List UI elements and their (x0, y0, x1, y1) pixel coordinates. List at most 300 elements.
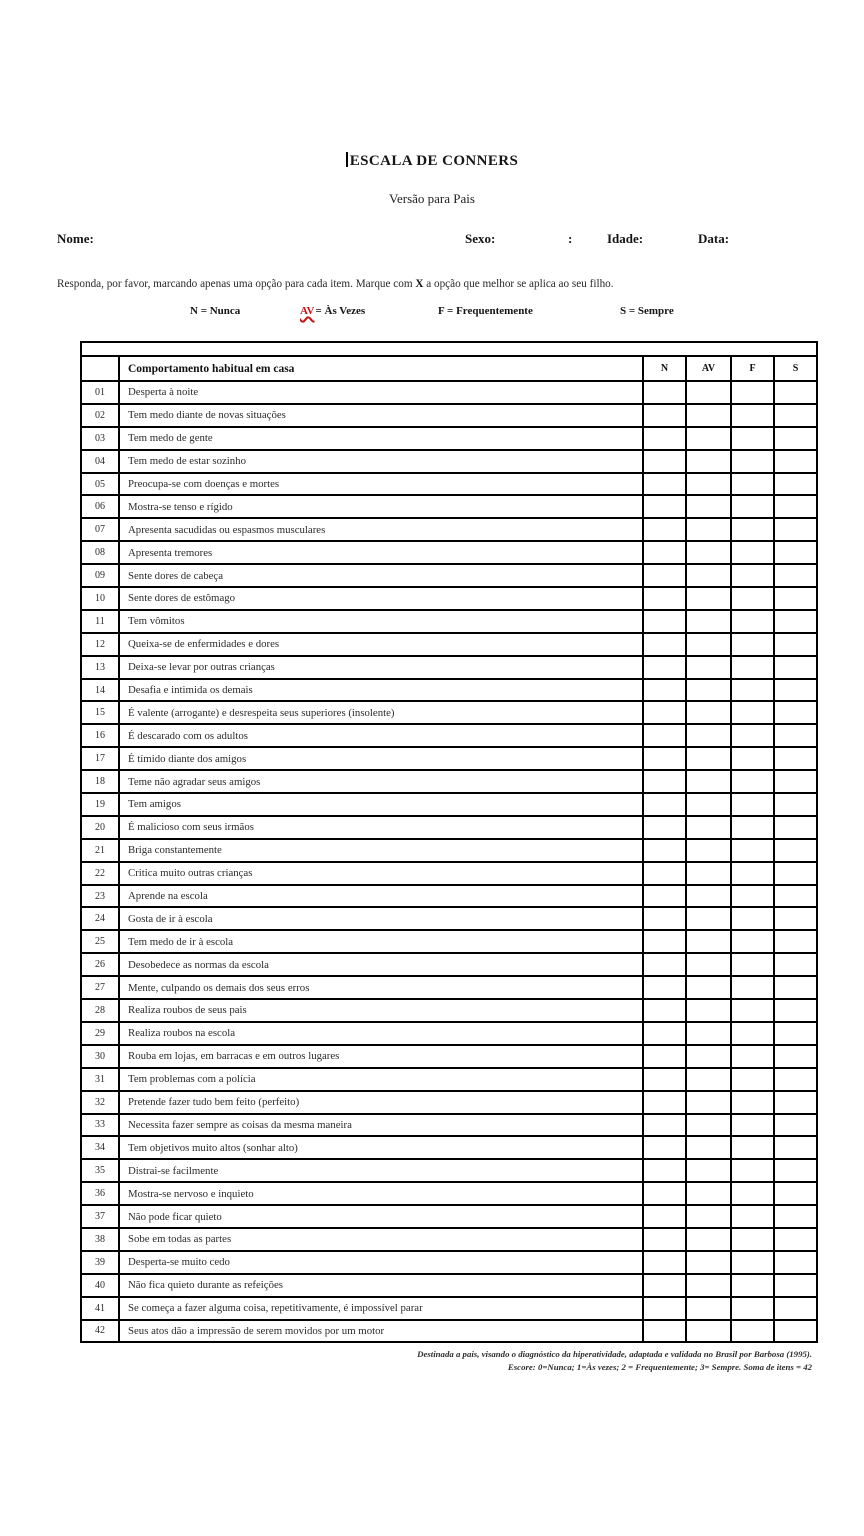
answer-cell-av[interactable] (686, 1068, 731, 1091)
item-number: 07 (81, 518, 119, 541)
answer-cell-f[interactable] (731, 1251, 774, 1274)
item-number: 39 (81, 1251, 119, 1274)
item-text: Desperta-se muito cedo (119, 1251, 643, 1274)
item-row (81, 473, 817, 496)
answer-cell-n[interactable] (643, 679, 686, 702)
item-number: 38 (81, 1228, 119, 1251)
answer-cell-s[interactable] (774, 1045, 817, 1068)
answer-cell-s[interactable] (774, 495, 817, 518)
item-number: 15 (81, 701, 119, 724)
item-text: Tem objetivos muito altos (sonhar alto) (119, 1136, 643, 1159)
answer-cell-n[interactable] (643, 862, 686, 885)
item-text: Realiza roubos na escola (119, 1022, 643, 1045)
table-top-spacer-row (81, 342, 817, 356)
item-row (81, 656, 817, 679)
item-text: É tímido diante dos amigos (119, 747, 643, 770)
answer-cell-f[interactable] (731, 839, 774, 862)
item-number: 42 (81, 1320, 119, 1343)
answer-cell-av[interactable] (686, 1091, 731, 1114)
answer-cell-n[interactable] (643, 633, 686, 656)
answer-cell-av[interactable] (686, 450, 731, 473)
answer-legend (0, 305, 864, 321)
item-number: 06 (81, 495, 119, 518)
page-title-text: ESCALA DE CONNERS (349, 153, 519, 169)
answer-cell-s[interactable] (774, 770, 817, 793)
answer-cell-av[interactable] (686, 793, 731, 816)
answer-cell-s[interactable] (774, 1091, 817, 1114)
answer-cell-s[interactable] (774, 793, 817, 816)
answer-cell-s[interactable] (774, 862, 817, 885)
answer-cell-f[interactable] (731, 1159, 774, 1182)
item-number: 20 (81, 816, 119, 839)
answer-cell-n[interactable] (643, 656, 686, 679)
answer-cell-f[interactable] (731, 862, 774, 885)
answer-cell-av[interactable] (686, 999, 731, 1022)
answer-cell-av[interactable] (686, 862, 731, 885)
sex-field-colon: : (568, 231, 573, 246)
item-row (81, 724, 817, 747)
item-row (81, 885, 817, 908)
answer-cell-f[interactable] (731, 564, 774, 587)
answer-cell-n[interactable] (643, 885, 686, 908)
answer-cell-av[interactable] (686, 724, 731, 747)
answer-cell-f[interactable] (731, 656, 774, 679)
answer-cell-s[interactable] (774, 999, 817, 1022)
item-row (81, 633, 817, 656)
item-row (81, 1045, 817, 1068)
item-number: 30 (81, 1045, 119, 1068)
legend-av-rest: = Às Vezes (315, 305, 366, 317)
answer-cell-n[interactable] (643, 816, 686, 839)
item-row (81, 610, 817, 633)
item-number: 32 (81, 1091, 119, 1114)
page-title (0, 152, 864, 170)
item-number: 37 (81, 1205, 119, 1228)
item-number: 04 (81, 450, 119, 473)
answer-cell-av[interactable] (686, 953, 731, 976)
answer-cell-f[interactable] (731, 747, 774, 770)
legend-av-key-spellcheck: AV (300, 305, 315, 317)
item-text: Preocupa-se com doenças e mortes (119, 473, 643, 496)
item-text: Não fica quieto durante as refeições (119, 1274, 643, 1297)
answer-cell-f[interactable] (731, 404, 774, 427)
item-text: Queixa-se de enfermidades e dores (119, 633, 643, 656)
answer-cell-av[interactable] (686, 404, 731, 427)
answer-cell-f[interactable] (731, 1297, 774, 1320)
item-text: Tem medo de gente (119, 427, 643, 450)
answer-cell-n[interactable] (643, 1274, 686, 1297)
item-text: Sente dores de estômago (119, 587, 643, 610)
answer-cell-n[interactable] (643, 701, 686, 724)
answer-cell-n[interactable] (643, 793, 686, 816)
item-text: Tem problemas com a polícia (119, 1068, 643, 1091)
item-text: Apresenta sacudidas ou espasmos musculares (119, 518, 643, 541)
answer-cell-s[interactable] (774, 701, 817, 724)
conners-table (80, 341, 818, 1343)
answer-cell-n[interactable] (643, 999, 686, 1022)
answer-cell-av[interactable] (686, 1136, 731, 1159)
legend-sempre: S = Sempre (620, 305, 674, 317)
answer-cell-s[interactable] (774, 930, 817, 953)
answer-cell-n[interactable] (643, 427, 686, 450)
answer-cell-s[interactable] (774, 1274, 817, 1297)
answer-cell-s[interactable] (774, 816, 817, 839)
answer-cell-n[interactable] (643, 1228, 686, 1251)
item-text: Sente dores de cabeça (119, 564, 643, 587)
item-row (81, 381, 817, 404)
item-row (81, 816, 817, 839)
item-row (81, 541, 817, 564)
answer-cell-s[interactable] (774, 724, 817, 747)
answer-cell-av[interactable] (686, 1182, 731, 1205)
answer-cell-n[interactable] (643, 450, 686, 473)
item-number: 16 (81, 724, 119, 747)
answer-cell-s[interactable] (774, 541, 817, 564)
answer-cell-s[interactable] (774, 1297, 817, 1320)
answer-cell-n[interactable] (643, 770, 686, 793)
answer-cell-av[interactable] (686, 976, 731, 999)
answer-cell-f[interactable] (731, 953, 774, 976)
answer-cell-av[interactable] (686, 1251, 731, 1274)
answer-cell-s[interactable] (774, 1320, 817, 1343)
item-row (81, 1136, 817, 1159)
item-row (81, 770, 817, 793)
footer-note (192, 1348, 812, 1374)
answer-cell-s[interactable] (774, 518, 817, 541)
answer-cell-n[interactable] (643, 1136, 686, 1159)
answer-cell-av[interactable] (686, 427, 731, 450)
answer-cell-n[interactable] (643, 1251, 686, 1274)
item-row (81, 930, 817, 953)
answer-cell-f[interactable] (731, 1274, 774, 1297)
answer-cell-f[interactable] (731, 450, 774, 473)
item-text: Não pode ficar quieto (119, 1205, 643, 1228)
answer-cell-s[interactable] (774, 633, 817, 656)
header-col-s: S (774, 356, 817, 381)
answer-cell-f[interactable] (731, 1205, 774, 1228)
item-row (81, 999, 817, 1022)
page-subtitle: Versão para Pais (389, 191, 475, 206)
item-row (81, 427, 817, 450)
item-text: Apresenta tremores (119, 541, 643, 564)
answer-cell-n[interactable] (643, 724, 686, 747)
item-number: 26 (81, 953, 119, 976)
answer-cell-f[interactable] (731, 770, 774, 793)
answer-cell-av[interactable] (686, 816, 731, 839)
item-number: 28 (81, 999, 119, 1022)
instruction-x-mark: X (415, 278, 424, 290)
item-number: 13 (81, 656, 119, 679)
item-number: 36 (81, 1182, 119, 1205)
item-number: 35 (81, 1159, 119, 1182)
answer-cell-av[interactable] (686, 1205, 731, 1228)
item-number: 18 (81, 770, 119, 793)
item-number: 10 (81, 587, 119, 610)
answer-cell-f[interactable] (731, 427, 774, 450)
answer-cell-av[interactable] (686, 541, 731, 564)
answer-cell-f[interactable] (731, 1068, 774, 1091)
item-number: 34 (81, 1136, 119, 1159)
item-number: 23 (81, 885, 119, 908)
item-number: 03 (81, 427, 119, 450)
answer-cell-s[interactable] (774, 404, 817, 427)
answer-cell-s[interactable] (774, 1136, 817, 1159)
answer-cell-s[interactable] (774, 1068, 817, 1091)
answer-cell-s[interactable] (774, 473, 817, 496)
item-number: 19 (81, 793, 119, 816)
table-body (81, 381, 817, 1342)
answer-cell-av[interactable] (686, 473, 731, 496)
item-number: 21 (81, 839, 119, 862)
answer-cell-s[interactable] (774, 885, 817, 908)
answer-cell-av[interactable] (686, 679, 731, 702)
answer-cell-av[interactable] (686, 1228, 731, 1251)
item-text: Gosta de ir à escola (119, 907, 643, 930)
item-text: Briga constantemente (119, 839, 643, 862)
item-text: Desperta à noite (119, 381, 643, 404)
item-row (81, 976, 817, 999)
answer-cell-n[interactable] (643, 1297, 686, 1320)
item-row (81, 1297, 817, 1320)
answer-cell-av[interactable] (686, 839, 731, 862)
answer-cell-s[interactable] (774, 610, 817, 633)
answer-cell-av[interactable] (686, 1320, 731, 1343)
item-number: 33 (81, 1114, 119, 1137)
item-text: Tem medo de estar sozinho (119, 450, 643, 473)
answer-cell-n[interactable] (643, 1205, 686, 1228)
answer-cell-n[interactable] (643, 747, 686, 770)
answer-cell-n[interactable] (643, 518, 686, 541)
header-col-f: F (731, 356, 774, 381)
answer-cell-s[interactable] (774, 564, 817, 587)
item-number: 25 (81, 930, 119, 953)
item-text: Mostra-se tenso e rígido (119, 495, 643, 518)
answer-cell-f[interactable] (731, 518, 774, 541)
answer-cell-f[interactable] (731, 495, 774, 518)
answer-cell-n[interactable] (643, 587, 686, 610)
answer-cell-f[interactable] (731, 816, 774, 839)
answer-cell-f[interactable] (731, 930, 774, 953)
item-text: Realiza roubos de seus pais (119, 999, 643, 1022)
answer-cell-f[interactable] (731, 1022, 774, 1045)
answer-cell-n[interactable] (643, 1068, 686, 1091)
item-row (81, 679, 817, 702)
answer-cell-av[interactable] (686, 770, 731, 793)
item-row (81, 450, 817, 473)
answer-cell-f[interactable] (731, 885, 774, 908)
answer-cell-s[interactable] (774, 656, 817, 679)
table-top-empty-cell (81, 342, 817, 356)
item-text: É valente (arrogante) e desrespeita seus superiores (insolente) (119, 701, 643, 724)
answer-cell-n[interactable] (643, 564, 686, 587)
answer-cell-av[interactable] (686, 1297, 731, 1320)
answer-cell-s[interactable] (774, 953, 817, 976)
item-text: Distrai-se facilmente (119, 1159, 643, 1182)
answer-cell-av[interactable] (686, 1022, 731, 1045)
answer-cell-s[interactable] (774, 1159, 817, 1182)
answer-cell-n[interactable] (643, 473, 686, 496)
item-text: Tem vômitos (119, 610, 643, 633)
answer-cell-av[interactable] (686, 564, 731, 587)
footer-line1: Destinada a pais, visando o diagnóstico da hiperatividade, adaptada e validada no Brasil por Barbosa (1995). (417, 1349, 812, 1359)
answer-cell-s[interactable] (774, 1114, 817, 1137)
answer-cell-av[interactable] (686, 633, 731, 656)
answer-cell-s[interactable] (774, 1205, 817, 1228)
item-row (81, 404, 817, 427)
answer-cell-f[interactable] (731, 610, 774, 633)
answer-cell-n[interactable] (643, 610, 686, 633)
answer-cell-n[interactable] (643, 1045, 686, 1068)
answer-cell-s[interactable] (774, 907, 817, 930)
answer-cell-f[interactable] (731, 999, 774, 1022)
answer-cell-f[interactable] (731, 1045, 774, 1068)
answer-cell-n[interactable] (643, 907, 686, 930)
item-row (81, 587, 817, 610)
item-number: 24 (81, 907, 119, 930)
item-row (81, 495, 817, 518)
age-field-label: Idade: (607, 231, 644, 246)
answer-cell-f[interactable] (731, 1136, 774, 1159)
item-number: 27 (81, 976, 119, 999)
legend-frequentemente: F = Frequentemente (438, 305, 533, 317)
item-number: 12 (81, 633, 119, 656)
item-text: Critica muito outras crianças (119, 862, 643, 885)
answer-cell-s[interactable] (774, 1182, 817, 1205)
item-number: 09 (81, 564, 119, 587)
footer-line2: Escore: 0=Nunca; 1=Às vezes; 2 = Frequentemente; 3= Sempre. Soma de itens = 42 (507, 1362, 812, 1372)
answer-cell-f[interactable] (731, 724, 774, 747)
answer-cell-n[interactable] (643, 930, 686, 953)
answer-cell-f[interactable] (731, 587, 774, 610)
instruction-text (57, 278, 817, 290)
answer-cell-n[interactable] (643, 404, 686, 427)
item-text: Aprende na escola (119, 885, 643, 908)
item-text: Seus atos dão a impressão de serem movidos por um motor (119, 1320, 643, 1343)
answer-cell-s[interactable] (774, 1022, 817, 1045)
header-empty-number-cell (81, 356, 119, 381)
answer-cell-av[interactable] (686, 1274, 731, 1297)
answer-cell-f[interactable] (731, 1182, 774, 1205)
item-number: 05 (81, 473, 119, 496)
answer-cell-f[interactable] (731, 1320, 774, 1343)
answer-cell-f[interactable] (731, 473, 774, 496)
item-row (81, 518, 817, 541)
answer-cell-n[interactable] (643, 976, 686, 999)
legend-as-vezes (300, 305, 365, 317)
answer-cell-n[interactable] (643, 541, 686, 564)
answer-cell-av[interactable] (686, 495, 731, 518)
answer-cell-n[interactable] (643, 953, 686, 976)
item-row (81, 747, 817, 770)
answer-cell-n[interactable] (643, 1320, 686, 1343)
item-text: Necessita fazer sempre as coisas da mesma maneira (119, 1114, 643, 1137)
answer-cell-n[interactable] (643, 839, 686, 862)
item-number: 14 (81, 679, 119, 702)
item-row (81, 564, 817, 587)
item-text: É descarado com os adultos (119, 724, 643, 747)
item-number: 40 (81, 1274, 119, 1297)
answer-cell-f[interactable] (731, 633, 774, 656)
answer-cell-n[interactable] (643, 1091, 686, 1114)
answer-cell-av[interactable] (686, 1114, 731, 1137)
answer-cell-av[interactable] (686, 885, 731, 908)
item-row (81, 1251, 817, 1274)
answer-cell-f[interactable] (731, 679, 774, 702)
item-row (81, 1091, 817, 1114)
answer-cell-s[interactable] (774, 747, 817, 770)
answer-cell-s[interactable] (774, 839, 817, 862)
answer-cell-f[interactable] (731, 701, 774, 724)
answer-cell-av[interactable] (686, 610, 731, 633)
answer-cell-s[interactable] (774, 427, 817, 450)
item-number: 22 (81, 862, 119, 885)
answer-cell-n[interactable] (643, 1159, 686, 1182)
answer-cell-av[interactable] (686, 747, 731, 770)
answer-cell-s[interactable] (774, 976, 817, 999)
answer-cell-s[interactable] (774, 450, 817, 473)
answer-cell-f[interactable] (731, 381, 774, 404)
answer-cell-av[interactable] (686, 381, 731, 404)
answer-cell-f[interactable] (731, 541, 774, 564)
answer-cell-n[interactable] (643, 381, 686, 404)
name-field-label: Nome: (57, 231, 94, 246)
item-row (81, 1228, 817, 1251)
item-text: Deixa-se levar por outras crianças (119, 656, 643, 679)
item-text: Mente, culpando os demais dos seus erros (119, 976, 643, 999)
item-text: Pretende fazer tudo bem feito (perfeito) (119, 1091, 643, 1114)
instruction-prefix: Responda, por favor, marcando apenas uma opção para cada item. Marque com (57, 278, 416, 290)
answer-cell-s[interactable] (774, 1228, 817, 1251)
item-number: 11 (81, 610, 119, 633)
answer-cell-av[interactable] (686, 1045, 731, 1068)
answer-cell-n[interactable] (643, 1182, 686, 1205)
answer-cell-f[interactable] (731, 1228, 774, 1251)
answer-cell-s[interactable] (774, 587, 817, 610)
answer-cell-av[interactable] (686, 587, 731, 610)
answer-cell-av[interactable] (686, 930, 731, 953)
item-number: 31 (81, 1068, 119, 1091)
item-row (81, 862, 817, 885)
item-text: Rouba em lojas, em barracas e em outros lugares (119, 1045, 643, 1068)
item-number: 29 (81, 1022, 119, 1045)
item-text: Tem medo de ir à escola (119, 930, 643, 953)
item-row (81, 1022, 817, 1045)
item-text: Teme não agradar seus amigos (119, 770, 643, 793)
answer-cell-n[interactable] (643, 1022, 686, 1045)
text-cursor (346, 152, 348, 167)
answer-cell-av[interactable] (686, 656, 731, 679)
answer-cell-av[interactable] (686, 1159, 731, 1182)
answer-cell-f[interactable] (731, 907, 774, 930)
answer-cell-f[interactable] (731, 1114, 774, 1137)
answer-cell-av[interactable] (686, 907, 731, 930)
header-col-av: AV (686, 356, 731, 381)
answer-cell-av[interactable] (686, 701, 731, 724)
answer-cell-s[interactable] (774, 381, 817, 404)
answer-cell-av[interactable] (686, 518, 731, 541)
answer-cell-f[interactable] (731, 1091, 774, 1114)
answer-cell-s[interactable] (774, 1251, 817, 1274)
answer-cell-n[interactable] (643, 495, 686, 518)
item-number: 17 (81, 747, 119, 770)
answer-cell-n[interactable] (643, 1114, 686, 1137)
header-col-n: N (643, 356, 686, 381)
answer-cell-s[interactable] (774, 679, 817, 702)
answer-cell-f[interactable] (731, 793, 774, 816)
item-text: É malicioso com seus irmãos (119, 816, 643, 839)
item-row (81, 1205, 817, 1228)
answer-cell-f[interactable] (731, 976, 774, 999)
